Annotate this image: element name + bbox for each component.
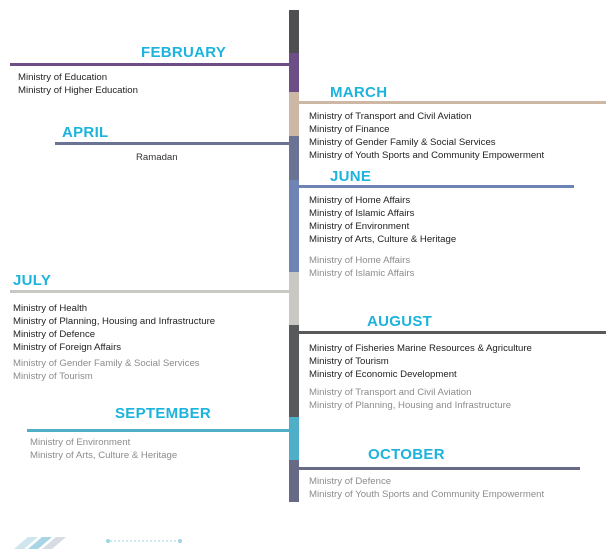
list-item: Ministry of Environment — [30, 437, 131, 448]
month-rule-march — [296, 101, 606, 104]
month-list-march — [309, 110, 544, 162]
month-list-june-secondary — [309, 254, 414, 280]
list-item: Ministry of Planning, Housing and Infrastructure — [309, 400, 512, 411]
decorative-chevron-icon — [14, 537, 84, 549]
timeline-segment-july — [289, 272, 299, 325]
list-item: Ministry of Planning, Housing and Infrastructure — [13, 316, 216, 327]
list-item: Ministry of Education — [18, 72, 108, 83]
month-rule-september — [27, 429, 292, 432]
month-list-august — [309, 342, 532, 381]
list-item: Ministry of Defence — [309, 476, 392, 487]
month-list-october — [309, 475, 544, 501]
month-list-july — [13, 302, 215, 354]
month-heading-july: JULY — [13, 272, 52, 289]
month-rule-april — [55, 142, 292, 145]
timeline-segment-june — [289, 180, 299, 272]
month-list-september — [30, 436, 177, 462]
month-rule-july — [10, 290, 292, 293]
timeline-segment-august — [289, 325, 299, 417]
list-item: Ministry of Islamic Affairs — [309, 208, 415, 219]
month-rule-february — [10, 63, 292, 66]
list-item: Ministry of Transport and Civil Aviation — [309, 111, 472, 122]
list-item: Ministry of Arts, Culture & Heritage — [30, 450, 178, 461]
decorative-dotted-line-icon — [104, 536, 184, 546]
list-item: Ministry of Youth Sports and Community Empowerment — [309, 150, 545, 161]
list-item: Ministry of Economic Development — [309, 369, 457, 380]
list-item: Ministry of Tourism — [309, 356, 389, 367]
month-note-april: Ramadan — [136, 152, 178, 163]
list-item: Ministry of Transport and Civil Aviation — [309, 387, 472, 398]
list-item: Ministry of Tourism — [13, 371, 93, 382]
month-list-june — [309, 194, 456, 246]
month-rule-june — [296, 185, 574, 188]
month-list-july-secondary — [13, 357, 200, 383]
list-item: Ministry of Gender Family & Social Services — [13, 358, 200, 369]
list-item: Ministry of Home Affairs — [309, 195, 411, 206]
list-item: Ministry of Foreign Affairs — [13, 342, 122, 353]
month-rule-august — [296, 331, 606, 334]
month-rule-october — [296, 467, 580, 470]
list-item: Ministry of Finance — [309, 124, 390, 135]
list-item: Ministry of Health — [13, 303, 88, 314]
list-item: Ministry of Higher Education — [18, 85, 138, 96]
list-item: Ministry of Environment — [309, 221, 410, 232]
month-list-february — [18, 71, 138, 97]
month-heading-august: AUGUST — [367, 313, 433, 330]
list-item: Ministry of Defence — [13, 329, 96, 340]
month-list-august-secondary — [309, 386, 511, 412]
timeline-segment-top — [289, 10, 299, 53]
timeline-segment-february — [289, 53, 299, 92]
list-item: Ministry of Gender Family & Social Services — [309, 137, 496, 148]
list-item: Ministry of Home Affairs — [309, 255, 411, 266]
list-item: Ministry of Fisheries Marine Resources & Agriculture — [309, 343, 532, 354]
timeline-segment-march — [289, 92, 299, 136]
month-heading-april: APRIL — [62, 124, 109, 141]
month-heading-march: MARCH — [330, 84, 388, 101]
month-heading-february: FEBRUARY — [141, 44, 227, 61]
month-heading-september: SEPTEMBER — [115, 405, 212, 422]
list-item: Ministry of Youth Sports and Community Empowerment — [309, 489, 545, 500]
timeline-segment-september — [289, 417, 299, 460]
month-heading-june: JUNE — [330, 168, 372, 185]
list-item: Ministry of Islamic Affairs — [309, 268, 415, 279]
list-item: Ministry of Arts, Culture & Heritage — [309, 234, 457, 245]
month-heading-october: OCTOBER — [368, 446, 445, 463]
